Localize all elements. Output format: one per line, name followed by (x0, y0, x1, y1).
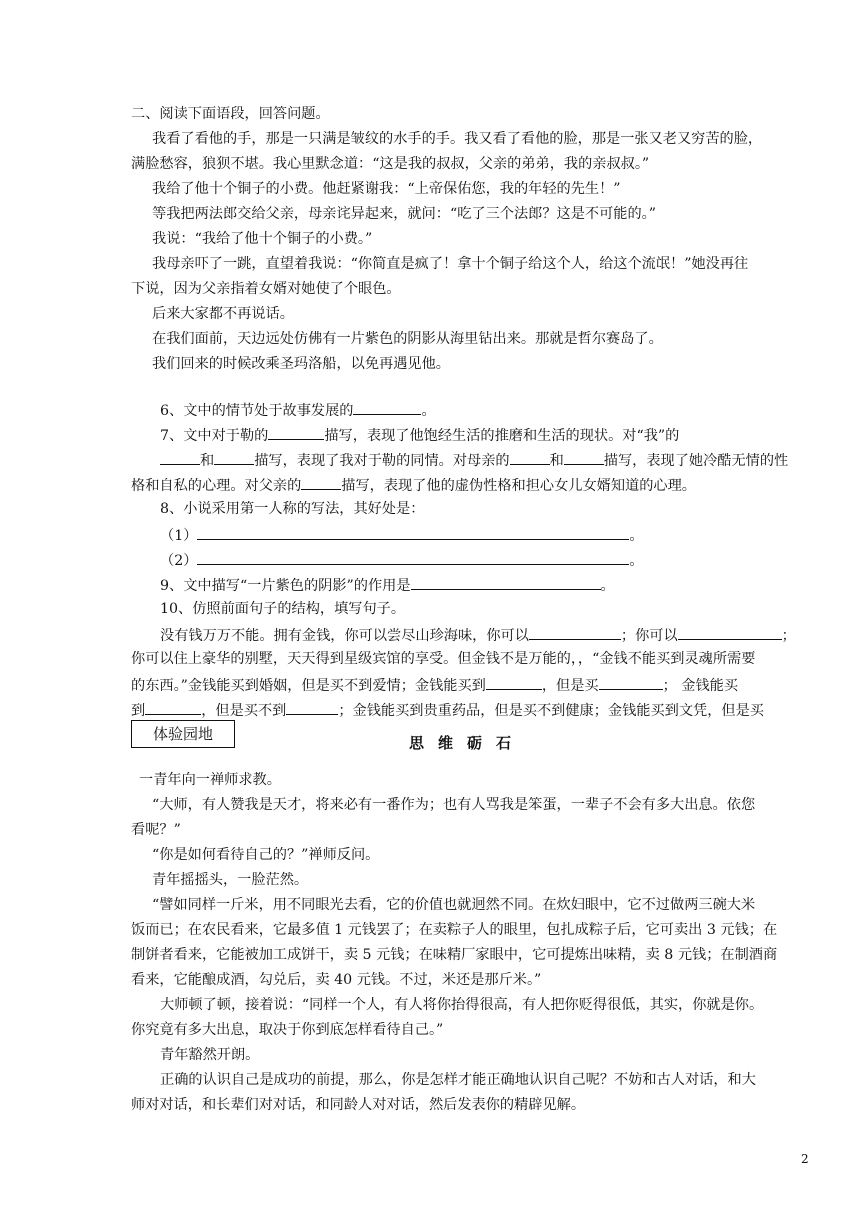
story-line: 饭而已；在农民看来，它最多值 1 元钱罢了；在卖粽子人的眼里，包扎成粽子后，它可卖出 3 元钱；在 (131, 922, 778, 938)
question-7-line: 和 描写，表现了我对于勒的同情。对母亲的 和 描写，表现了她冷酷无情的性 (160, 449, 788, 471)
paragraph-line: 我给了他十个铜子的小费。他赶紧谢我：“上帝保佑您，我的年轻的先生！” (152, 181, 621, 197)
question-8-item-1: （1） 。 (160, 524, 644, 546)
paragraph-line: 在我们面前，天边远处仿佛有一片紫色的阴影从海里钻出来。那就是哲尔赛岛了。 (152, 331, 663, 347)
answer-blank[interactable] (564, 449, 604, 465)
answer-blank[interactable] (145, 699, 201, 715)
question-6: 6、文中的情节处于故事发展的 。 (160, 399, 436, 421)
answer-blank[interactable] (197, 549, 629, 565)
answer-blank[interactable] (599, 674, 663, 690)
story-line: 青年豁然开朗。 (160, 1047, 260, 1063)
paragraph-line: 等我把两法郎交给父亲，母亲诧异起来，就问：“吃了三个法郎？这是不可能的。” (152, 206, 656, 222)
story-line: 制饼者看来，它能被加工成饼干，卖 5 元钱；在味精厂家眼中，它可提炼出味精，卖 8 元钱；在制酒商 (131, 947, 778, 963)
story-line: “譬如同样一斤米，用不同眼光去看，它的价值也就迥然不同。在炊妇眼中，它不过做两三碗大米 (152, 897, 756, 913)
question-8: 8、小说采用第一人称的写法，其好处是： (160, 501, 425, 517)
story-line: 一青年向一禅师求教。 (139, 772, 281, 788)
section-label-box: 体验园地 (131, 720, 235, 748)
story-line: 正确的认识自己是成功的前提，那么，你是怎样才能正确地认识自己呢？不妨和古人对话，和大 (160, 1072, 756, 1088)
answer-blank[interactable] (486, 674, 542, 690)
section-heading: 二、阅读下面语段，回答问题。 (131, 106, 330, 122)
answer-blank[interactable] (353, 399, 421, 415)
paragraph-line: 满脸愁容，狼狈不堪。我心里默念道：“这是我的叔叔，父亲的弟弟，我的亲叔叔。” (131, 156, 650, 172)
story-line: 看来，它能酿成酒，勾兑后，卖 40 元钱。不过，米还是那斤米。” (131, 972, 542, 988)
answer-blank[interactable] (301, 474, 341, 490)
answer-blank[interactable] (286, 699, 338, 715)
question-8-item-2: （2） 。 (160, 549, 644, 571)
paragraph-line: 我说：“我给了他十个铜子的小费。” (152, 231, 373, 247)
answer-blank[interactable] (529, 624, 621, 640)
story-line: 大师顿了顿，接着说：“同样一个人，有人将你抬得很高，有人把你贬得很低，其实，你就是你。 (160, 997, 764, 1013)
paragraph-line: 我们回来的时候改乘圣玛洛船，以免再遇见他。 (152, 356, 450, 372)
question-9: 9、文中描写“一片紫色的阴影”的作用是 。 (160, 574, 615, 596)
answer-blank[interactable] (197, 524, 629, 540)
paragraph-line: 我母亲吓了一跳，直望着我说：“你简直是疯了！拿十个铜子给这个人，给这个流氓！”她没再往 (152, 256, 749, 272)
answer-blank[interactable] (678, 624, 782, 640)
answer-blank[interactable] (510, 449, 550, 465)
story-line: 师对对话，和长辈们对对话，和同龄人对对话，然后发表你的精辟见解。 (131, 1097, 586, 1113)
question-10: 10、仿照前面句子的结构，填写句子。 (160, 601, 406, 617)
story-line: 你究竟有多大出息，取决于你到底怎样看待自己。” (131, 1022, 444, 1038)
paragraph-line: 后来大家都不再说话。 (152, 306, 294, 322)
question-10-line: 没有钱万万不能。拥有金钱，你可以尝尽山珍海味，你可以 ；你可以 ； (160, 624, 796, 646)
question-7: 7、文中对于勒的 描写，表现了他饱经生活的推磨和生活的现状。对“我”的 (160, 424, 679, 446)
paragraph-line: 我看了看他的手，那是一只满是皱纹的水手的手。我又看了看他的脸，那是一张又老又穷苦的脸， (152, 131, 763, 147)
answer-blank[interactable] (160, 449, 200, 465)
question-10-line: 你可以住上豪华的别墅，天天得到星级宾馆的享受。但金钱不是万能的，，“金钱不能买到灵魂所需要 (131, 651, 756, 667)
paragraph-line: 下说，因为父亲指着女婿对她使了个眼色。 (131, 281, 401, 297)
page-number: 2 (801, 1152, 809, 1166)
story-line: “大师，有人赞我是天才，将来必有一番作为；也有人骂我是笨蛋，一辈子不会有多大出息。依您 (152, 797, 756, 813)
story-line: 看呢？” (131, 822, 181, 838)
story-line: “你是如何看待自己的？”禅师反问。 (152, 847, 380, 863)
answer-blank[interactable] (268, 424, 324, 440)
question-10-line: 的东西。”金钱能买到婚姻，但是买不到爱情；金钱能买到 ，但是买 ； 金钱能买 (131, 674, 738, 696)
story-title: 思维砺石 (409, 734, 526, 752)
answer-blank[interactable] (214, 449, 254, 465)
answer-blank[interactable] (411, 574, 601, 590)
story-line: 青年摇摇头，一脸茫然。 (152, 872, 309, 888)
question-7-line: 格和自私的心理。对父亲的 描写，表现了他的虚伪性格和担心女儿女婿知道的心理。 (131, 474, 696, 496)
question-10-line: 到 ，但是买不到 ；金钱能买到贵重药品，但是买不到健康；金钱能买到文凭，但是买 (131, 699, 764, 721)
